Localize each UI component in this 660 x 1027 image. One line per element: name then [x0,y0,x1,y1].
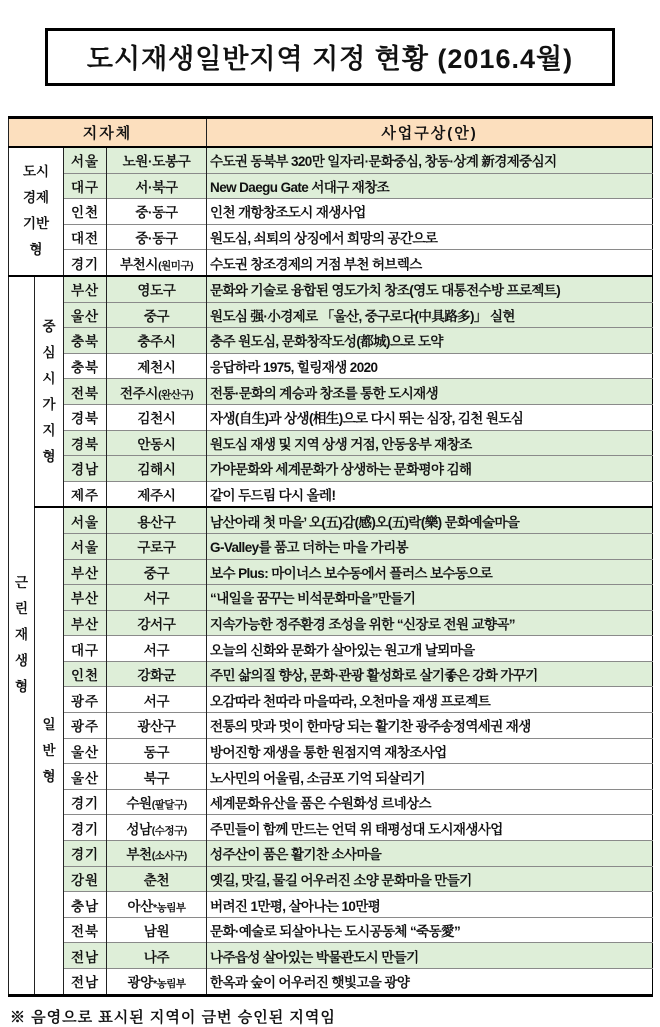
district-cell [107,815,207,841]
type-label-line: 생 [14,653,29,669]
type-label-line: 가 [42,396,56,412]
table-row [9,585,653,611]
district-cell [107,379,207,405]
status-table-body [9,147,653,995]
province-cell: 부산 [64,276,107,302]
district-name: 구로구 [137,540,176,556]
type-label-line: 형 [14,679,29,695]
table-row [9,764,653,790]
table-row [9,738,653,764]
district-name: 춘천 [143,872,170,888]
district-cell [107,713,207,739]
district-subnote: (완산구) [158,388,194,401]
district-name: 용산구 [137,514,176,530]
plan-cell: 주민 삶의질 향상, 문화·관광 활성화로 살기좋은 강화 가꾸기 [207,661,653,687]
type-label-line: 시 [42,370,56,386]
province-cell: 광주 [64,687,107,713]
district-name: 북구 [143,770,170,786]
district-cell [107,610,207,636]
province-cell: 충북 [64,328,107,354]
district-cell [107,507,207,533]
plan-cell: 원도심 재생 및 지역 상생 거점, 안동웅부 재창조 [207,430,653,456]
table-row [9,276,653,302]
plan-cell: 충주 원도심, 문화창작도성(都城)으로 도약 [207,328,653,354]
province-cell: 울산 [64,764,107,790]
table-header-row [9,118,653,148]
district-name: 부천 [126,847,152,863]
table-row [9,713,653,739]
province-cell: 충북 [64,353,107,379]
district-cell [107,943,207,969]
plan-cell: 방어진항 재생을 통한 원점지역 재창조사업 [207,738,653,764]
province-cell: 부산 [64,610,107,636]
type-label-line: 형 [42,448,56,464]
plan-cell: New Daegu Gate 서대구 재창조 [207,173,653,199]
plan-cell: 문화와 기술로 융합된 영도가치 창조(영도 대통전수방 프로젝트) [207,276,653,302]
district-name: 강서구 [137,616,176,632]
plan-cell: 전통·문화의 계승과 창조를 통한 도시재생 [207,379,653,405]
table-row [9,815,653,841]
plan-cell: G-Valley를 품고 더하는 마을 가리봉 [207,533,653,559]
table-row [9,250,653,276]
district-cell [107,250,207,276]
district-cell [107,687,207,713]
plan-cell: 나주읍성 살아있는 박물관도시 만들기 [207,943,653,969]
table-row [9,533,653,559]
district-name: 광산구 [137,719,176,735]
district-name: 아산 [127,898,153,914]
plan-cell: 한옥과 숲이 어우러진 햇빛고을 광양 [207,969,653,996]
district-name: 부천시 [119,256,159,272]
province-cell: 서울 [64,533,107,559]
plan-cell: 가야문화와 세계문화가 상생하는 문화평야 김해 [207,456,653,482]
district-name: 김천시 [137,411,176,427]
table-row [9,430,653,456]
province-cell: 서울 [64,147,107,173]
plan-cell: 문화·예술로 되살아나는 도시공동체 “죽동愛” [207,917,653,943]
district-name: 제천시 [137,360,176,376]
plan-cell: 성주산이 품은 활기찬 소사마을 [207,841,653,867]
district-cell [107,430,207,456]
district-cell [107,738,207,764]
district-cell [107,789,207,815]
district-cell [107,866,207,892]
district-name: 광양 [127,975,153,991]
table-row [9,687,653,713]
document-title-box [45,28,615,86]
table-row [9,610,653,636]
district-subnote: (소사구) [151,850,187,863]
district-name: 서구 [143,591,170,607]
table-row [9,353,653,379]
table-row [9,199,653,225]
plan-cell: 남산아래 첫 마을’ 오(五)감(感)오(五)락(樂) 문화예술마을 [207,507,653,533]
district-cell [107,328,207,354]
province-cell: 부산 [64,585,107,611]
table-row [9,507,653,533]
plan-cell: 노사민의 어울림, 소금포 기억 되살리기 [207,764,653,790]
district-cell [107,764,207,790]
type-label-line: 근 [14,575,29,591]
table-row [9,661,653,687]
province-cell: 경남 [64,456,107,482]
type-label-line: 심 [42,344,56,360]
province-cell: 인천 [64,661,107,687]
district-cell [107,147,207,173]
plan-cell: 옛길, 맛길, 물길 어우러진 소양 문화마을 만들기 [207,866,653,892]
table-row [9,224,653,250]
table-row [9,147,653,173]
district-name: 중구 [143,308,170,324]
district-subnote: *농림부 [153,901,186,914]
district-cell [107,173,207,199]
district-name: 중·동구 [135,205,178,221]
district-name: 김해시 [137,462,176,478]
district-name: 성남 [126,821,152,837]
district-cell [107,892,207,918]
table-row [9,328,653,354]
province-cell: 제주 [64,481,107,507]
plan-cell: 수도권 창조경제의 거점 부천 허브렉스 [207,250,653,276]
district-name: 노원·도봉구 [122,154,191,170]
footnote: ※ 음영으로 표시된 지역이 금번 승인된 지역임 [10,1008,336,1026]
province-cell: 전북 [64,917,107,943]
district-name: 충주시 [137,334,176,350]
province-cell: 대구 [64,636,107,662]
table-row [9,969,653,996]
province-cell: 전남 [64,969,107,996]
province-cell: 대전 [64,224,107,250]
district-cell [107,224,207,250]
type-label-general [35,507,64,995]
province-cell: 대구 [64,173,107,199]
plan-cell: 응답하라 1975, 힐링재생 2020 [207,353,653,379]
district-cell [107,661,207,687]
type-label-line: 기반 [22,216,50,232]
district-subnote: (팔달구) [151,799,187,812]
plan-cell: 전통의 맛과 멋이 한마당 되는 활기찬 광주송정역세권 재생 [207,713,653,739]
province-cell: 전남 [64,943,107,969]
type-label-neighborhood-regeneration [9,276,35,995]
province-cell: 경기 [64,789,107,815]
plan-cell: 같이 두드림 다시 올레! [207,481,653,507]
province-cell: 경기 [64,815,107,841]
table-row [9,943,653,969]
table-row [9,866,653,892]
province-cell: 광주 [64,713,107,739]
district-name: 서구 [143,642,170,658]
table-row [9,917,653,943]
province-cell: 울산 [64,738,107,764]
table-row [9,481,653,507]
province-cell: 경북 [64,430,107,456]
province-cell: 경기 [64,250,107,276]
table-row [9,892,653,918]
district-cell [107,533,207,559]
district-subnote: *농림부 [153,978,186,991]
district-name: 제주시 [137,488,176,504]
district-name: 영도구 [137,283,176,299]
district-cell [107,404,207,430]
district-cell [107,276,207,302]
type-label-line: 형 [29,242,43,258]
province-cell: 강원 [64,866,107,892]
type-label-line: 지 [42,422,56,438]
table-row [9,456,653,482]
province-cell: 충남 [64,892,107,918]
type-label-line: 일 [42,716,56,732]
district-name: 전주시 [119,385,159,401]
district-name: 서·북구 [135,179,178,195]
district-cell [107,481,207,507]
province-cell: 서울 [64,507,107,533]
district-cell [107,559,207,585]
district-name: 강화군 [137,668,176,684]
table-row [9,302,653,328]
plan-cell: 보수 Plus: 마이너스 보수동에서 플러스 보수동으로 [207,559,653,585]
province-cell: 경기 [64,841,107,867]
type-label-line: 린 [14,601,29,617]
table-row [9,636,653,662]
table-row [9,559,653,585]
district-cell [107,353,207,379]
type-label-central-city [35,276,64,507]
table-row [9,173,653,199]
table-row [9,379,653,405]
district-cell [107,841,207,867]
table-row [9,841,653,867]
province-cell: 경북 [64,404,107,430]
plan-cell: 수도권 동북부 320만 일자리·문화중심, 창동·상계 新경제중심지 [207,147,653,173]
plan-cell: 자생(自生)과 상생(相生)으로 다시 뛰는 심장, 김천 원도심 [207,404,653,430]
plan-cell: 세계문화유산을 품은 수원화성 르네상스 [207,789,653,815]
district-cell [107,636,207,662]
province-cell: 인천 [64,199,107,225]
table-row [9,404,653,430]
plan-cell: 버려진 1만평, 살아나는 10만평 [207,892,653,918]
type-label-line: 형 [42,768,56,784]
district-cell [107,917,207,943]
type-label-urban-economy-base [9,147,64,276]
plan-cell: 인천 개항창조도시 재생사업 [207,199,653,225]
plan-cell: 오늘의 신화와 문화가 살아있는 원고개 날뫼마을 [207,636,653,662]
district-name: 중구 [143,565,170,581]
table-row [9,789,653,815]
type-label-line: 경제 [22,190,50,206]
header-jurisdiction: 지자체 [9,118,207,148]
district-name: 중·동구 [135,231,178,247]
district-name: 나주 [143,949,170,965]
district-cell [107,199,207,225]
district-cell [107,302,207,328]
district-name: 수원 [126,796,152,812]
district-cell [107,456,207,482]
plan-cell: 원도심, 쇠퇴의 상징에서 희망의 공간으로 [207,224,653,250]
type-label-line: 반 [42,742,56,758]
document-title: 도시재생일반지역 지정 현황 (2016.4월) [86,44,574,74]
district-subnote: (원미구) [158,259,194,272]
province-cell: 부산 [64,559,107,585]
plan-cell: 주민들이 함께 만드는 언덕 위 태평성대 도시재생사업 [207,815,653,841]
plan-cell: 원도심 强·小경제로 「울산, 중구로다(中具路多)」 실현 [207,302,653,328]
district-name: 동구 [143,744,170,760]
province-cell: 전북 [64,379,107,405]
header-plan: 사업구상(안) [207,118,653,148]
district-name: 서구 [143,693,170,709]
plan-cell: “내일을 꿈꾸는 비석문화마을”만들기 [207,585,653,611]
type-label-line: 중 [42,318,56,334]
district-name: 남원 [143,924,170,940]
district-cell [107,585,207,611]
district-subnote: (수정구) [151,824,187,837]
type-label-line: 도시 [22,164,50,180]
district-cell [107,969,207,996]
plan-cell: 지속가능한 정주환경 조성을 위한 “신장로 전원 교향곡” [207,610,653,636]
province-cell: 울산 [64,302,107,328]
type-label-line: 재 [14,627,29,643]
plan-cell: 오감따라 천따라 마을따라, 오천마을 재생 프로젝트 [207,687,653,713]
district-name: 안동시 [137,436,176,452]
status-table [8,116,653,997]
